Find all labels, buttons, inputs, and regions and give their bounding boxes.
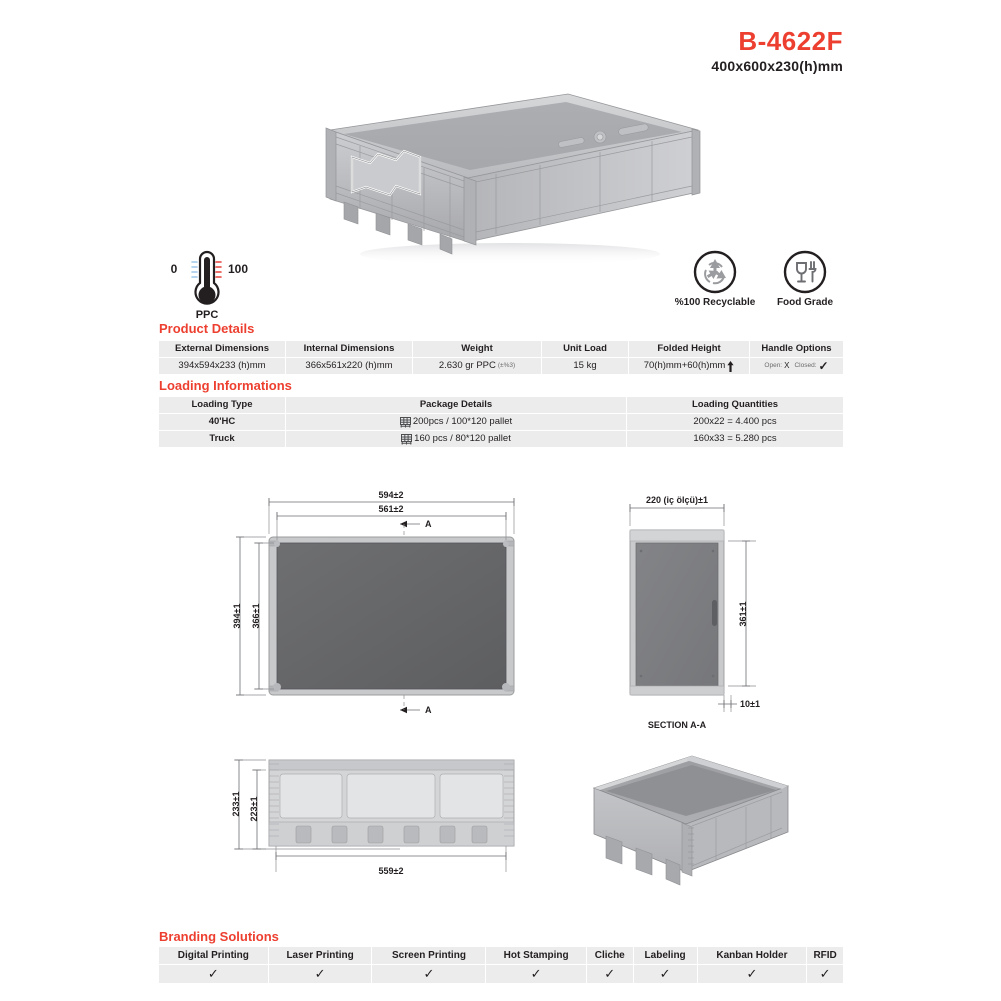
weight-tolerance: (±%3) [497, 362, 516, 369]
check-digital-printing: ✓ [159, 965, 268, 983]
th-kanban-holder: Kanban Holder [698, 947, 807, 964]
cell-loading-type: Truck [159, 431, 285, 447]
table-header-row [159, 397, 843, 413]
food-grade-caption: Food Grade [776, 297, 834, 308]
handle-open-label: Open: [764, 362, 783, 369]
th-laser-printing: Laser Printing [269, 947, 372, 964]
pallet-icon [400, 417, 411, 428]
th-labeling: Labeling [634, 947, 697, 964]
section-thickness-label: 10±1 [740, 699, 760, 709]
check-cliche: ✓ [587, 965, 633, 983]
th-digital-printing: Digital Printing [159, 947, 268, 964]
section-width-label: 220 (iç ölçü)±1 [646, 495, 708, 505]
section-height-label: 361±1 [738, 601, 748, 627]
package-details-text: 160 pcs / 80*120 pallet [414, 433, 511, 444]
cell-package-details [286, 431, 626, 447]
thermometer-min: 0 [170, 262, 178, 276]
product-details-title: Product Details [159, 321, 255, 336]
product-details-table [158, 340, 844, 375]
badge-food-grade [762, 250, 848, 308]
front-width-label: 559±2 [378, 866, 404, 876]
package-details-text: 200pcs / 100*120 pallet [412, 416, 513, 427]
pallet-icon [401, 434, 412, 445]
cell-folded-height [629, 358, 749, 374]
badge-recyclable [672, 250, 758, 308]
cell-handle-options [750, 358, 843, 374]
front-inner-height-label: 223±1 [249, 796, 259, 822]
cell-weight [413, 358, 541, 374]
thermometer-max: 100 [227, 262, 249, 276]
th-hot-stamping: Hot Stamping [486, 947, 585, 964]
recyclable-caption: %100 Recyclable [674, 297, 756, 308]
food-grade-icon [783, 250, 827, 294]
recyclable-icon [693, 250, 737, 294]
handle-closed-label: Closed: [794, 362, 817, 369]
th-folded-height: Folded Height [629, 341, 749, 357]
weight-main: 2.630 gr PPC [438, 360, 496, 371]
cell-loading-quantities: 160x33 = 5.280 pcs [627, 431, 843, 447]
th-internal-dimensions: Internal Dimensions [286, 341, 412, 357]
top-inner-height-label: 366±1 [251, 603, 261, 629]
cell-loading-type: 40'HC [159, 414, 285, 430]
thermometer-icon [152, 249, 264, 321]
table-row [159, 414, 843, 430]
product-code: B-4622F [738, 26, 843, 56]
cell-external-dimensions: 394x594x233 (h)mm [159, 358, 285, 374]
front-view-drawing [214, 752, 550, 886]
certification-badges [672, 250, 848, 316]
loading-informations-title: Loading Informations [159, 378, 292, 393]
product-header [711, 28, 843, 73]
handle-open-value: X [784, 361, 790, 370]
section-caption: SECTION A-A [647, 720, 707, 730]
check-kanban-holder: ✓ [698, 965, 807, 983]
cell-unit-load: 15 kg [542, 358, 628, 374]
check-labeling: ✓ [634, 965, 697, 983]
top-inner-width-label: 561±2 [378, 504, 404, 514]
up-arrow-icon [727, 361, 734, 372]
product-photo [300, 82, 710, 267]
handle-closed-value: ✓ [818, 359, 829, 373]
branding-solutions-table [158, 946, 844, 984]
table-row [159, 358, 843, 374]
th-cliche: Cliche [587, 947, 633, 964]
th-unit-load: Unit Load [542, 341, 628, 357]
isometric-view-drawing [566, 746, 816, 902]
top-outer-width-label: 594±2 [378, 490, 404, 500]
table-row [159, 431, 843, 447]
section-marker-bottom: A [425, 705, 432, 715]
th-weight: Weight [413, 341, 541, 357]
section-a-a-drawing [598, 488, 804, 732]
th-loading-quantities: Loading Quantities [627, 397, 843, 413]
th-rfid: RFID [807, 947, 843, 964]
product-dimensions: 400x600x230(h)mm [711, 58, 843, 74]
top-view-drawing [214, 482, 550, 732]
check-hot-stamping: ✓ [486, 965, 585, 983]
table-header-row [159, 947, 843, 964]
th-package-details: Package Details [286, 397, 626, 413]
folded-height-value: 70(h)mm+60(h)mm [643, 360, 726, 371]
section-marker-top: A [425, 519, 432, 529]
th-loading-type: Loading Type [159, 397, 285, 413]
thermometer-material: PPC [195, 309, 219, 321]
cell-loading-quantities: 200x22 = 4.400 pcs [627, 414, 843, 430]
loading-informations-table [158, 396, 844, 448]
th-screen-printing: Screen Printing [372, 947, 485, 964]
table-header-row [159, 341, 843, 357]
cell-package-details [286, 414, 626, 430]
table-row [159, 965, 843, 983]
branding-solutions-title: Branding Solutions [159, 929, 279, 944]
cell-internal-dimensions: 366x561x220 (h)mm [286, 358, 412, 374]
th-external-dimensions: External Dimensions [159, 341, 285, 357]
check-laser-printing: ✓ [269, 965, 372, 983]
check-screen-printing: ✓ [372, 965, 485, 983]
front-outer-height-label: 233±1 [231, 791, 241, 817]
th-handle-options: Handle Options [750, 341, 843, 357]
top-outer-height-label: 394±1 [232, 603, 242, 629]
check-rfid: ✓ [807, 965, 843, 983]
